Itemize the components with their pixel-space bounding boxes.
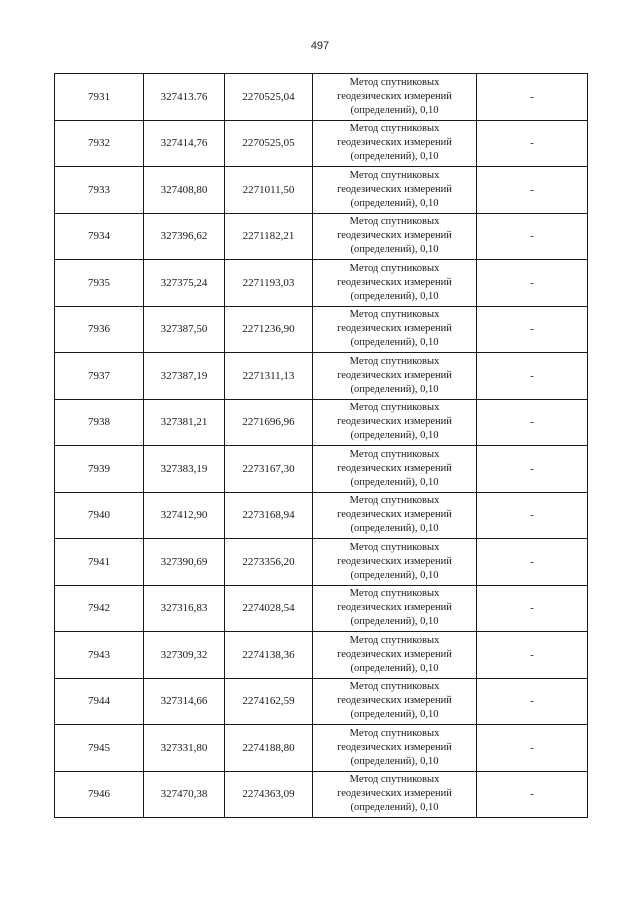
method-line: Метод спутниковых [349,169,440,181]
method-cell [313,167,477,214]
method-line: Метод спутниковых [349,727,440,739]
method-line: (определений), 0,10 [350,244,439,256]
x-coordinate-cell: 327383,19 [144,446,225,493]
note-cell: - [477,306,588,353]
point-number-cell: 7937 [55,353,144,400]
coordinates-table [54,73,588,818]
y-coordinate-cell: 2270525,04 [225,74,313,121]
y-coordinate-cell: 2271193,03 [225,260,313,307]
point-number-cell: 7931 [55,74,144,121]
method-line: Метод спутниковых [349,681,440,693]
point-number-cell: 7936 [55,306,144,353]
y-coordinate-cell: 2274138,36 [225,632,313,679]
method-cell [313,306,477,353]
x-coordinate-cell: 327316,83 [144,585,225,632]
method-cell [313,492,477,539]
x-coordinate-cell: 327387,50 [144,306,225,353]
note-cell: - [477,399,588,446]
note-cell: - [477,74,588,121]
method-cell [313,260,477,307]
y-coordinate-cell: 2274188,80 [225,725,313,772]
method-line: Метод спутниковых [349,355,440,367]
x-coordinate-cell: 327396,62 [144,213,225,260]
method-line: геодезических измерений [337,695,452,707]
method-cell [313,725,477,772]
x-coordinate-cell: 327390,69 [144,539,225,586]
method-line: Метод спутниковых [349,448,440,460]
method-line: Метод спутниковых [349,774,440,786]
method-cell [313,120,477,167]
method-cell [313,446,477,493]
point-number-cell: 7938 [55,399,144,446]
method-line: (определений), 0,10 [350,476,439,488]
point-number-cell: 7943 [55,632,144,679]
method-cell [313,678,477,725]
table-row [55,446,588,493]
y-coordinate-cell: 2270525,05 [225,120,313,167]
method-line: геодезических измерений [337,788,452,800]
note-cell: - [477,492,588,539]
x-coordinate-cell: 327387,19 [144,353,225,400]
table-row [55,399,588,446]
method-line: Метод спутниковых [349,123,440,135]
note-cell: - [477,632,588,679]
page-number: 497 [310,40,330,52]
method-line: геодезических измерений [337,90,452,102]
x-coordinate-cell: 327331,80 [144,725,225,772]
note-cell: - [477,120,588,167]
method-cell [313,399,477,446]
method-line: геодезических измерений [337,509,452,521]
method-line: Метод спутниковых [349,216,440,228]
method-cell [313,771,477,818]
x-coordinate-cell: 327309,32 [144,632,225,679]
table-row [55,74,588,121]
note-cell: - [477,260,588,307]
method-line: (определений), 0,10 [350,197,439,209]
y-coordinate-cell: 2273167,30 [225,446,313,493]
note-cell: - [477,585,588,632]
method-line: (определений), 0,10 [350,151,439,163]
table-row [55,120,588,167]
method-line: Метод спутниковых [349,634,440,646]
method-line: геодезических измерений [337,323,452,335]
method-cell [313,353,477,400]
y-coordinate-cell: 2271182,21 [225,213,313,260]
method-line: (определений), 0,10 [350,290,439,302]
method-line: (определений), 0,10 [350,523,439,535]
note-cell: - [477,213,588,260]
method-line: геодезических измерений [337,462,452,474]
method-line: геодезических измерений [337,416,452,428]
table-row [55,632,588,679]
method-line: Метод спутниковых [349,588,440,600]
y-coordinate-cell: 2273356,20 [225,539,313,586]
method-line: геодезических измерений [337,741,452,753]
table-row [55,167,588,214]
method-line: Метод спутниковых [349,541,440,553]
note-cell: - [477,446,588,493]
x-coordinate-cell: 327314,66 [144,678,225,725]
method-line: Метод спутниковых [349,402,440,414]
table-row [55,213,588,260]
method-line: (определений), 0,10 [350,383,439,395]
y-coordinate-cell: 2271311,13 [225,353,313,400]
point-number-cell: 7932 [55,120,144,167]
note-cell: - [477,539,588,586]
point-number-cell: 7945 [55,725,144,772]
method-line: (определений), 0,10 [350,662,439,674]
table-row [55,585,588,632]
y-coordinate-cell: 2271011,50 [225,167,313,214]
method-line: (определений), 0,10 [350,755,439,767]
x-coordinate-cell: 327470,38 [144,771,225,818]
table-row [55,306,588,353]
method-line: Метод спутниковых [349,495,440,507]
x-coordinate-cell: 327414,76 [144,120,225,167]
note-cell: - [477,725,588,772]
y-coordinate-cell: 2274162,59 [225,678,313,725]
x-coordinate-cell: 327408,80 [144,167,225,214]
table-row [55,539,588,586]
note-cell: - [477,678,588,725]
method-line: Метод спутниковых [349,262,440,274]
point-number-cell: 7939 [55,446,144,493]
table-row [55,260,588,307]
point-number-cell: 7940 [55,492,144,539]
point-number-cell: 7934 [55,213,144,260]
table-row [55,353,588,400]
point-number-cell: 7942 [55,585,144,632]
point-number-cell: 7941 [55,539,144,586]
table-row [55,771,588,818]
note-cell: - [477,771,588,818]
y-coordinate-cell: 2274363,09 [225,771,313,818]
table-row [55,725,588,772]
point-number-cell: 7944 [55,678,144,725]
note-cell: - [477,167,588,214]
method-line: геодезических измерений [337,183,452,195]
method-line: (определений), 0,10 [350,337,439,349]
method-line: (определений), 0,10 [350,430,439,442]
method-line: геодезических измерений [337,602,452,614]
method-cell [313,632,477,679]
method-line: (определений), 0,10 [350,616,439,628]
method-line: (определений), 0,10 [350,802,439,814]
note-cell: - [477,353,588,400]
method-cell [313,213,477,260]
method-line: геодезических измерений [337,369,452,381]
y-coordinate-cell: 2271696,96 [225,399,313,446]
method-cell [313,74,477,121]
method-line: Метод спутниковых [349,309,440,321]
method-cell [313,585,477,632]
method-line: геодезических измерений [337,276,452,288]
method-line: геодезических измерений [337,555,452,567]
table-row [55,678,588,725]
method-line: геодезических измерений [337,137,452,149]
point-number-cell: 7933 [55,167,144,214]
method-line: (определений), 0,10 [350,104,439,116]
x-coordinate-cell: 327381,21 [144,399,225,446]
method-line: геодезических измерений [337,230,452,242]
method-line: геодезических измерений [337,648,452,660]
x-coordinate-cell: 327413.76 [144,74,225,121]
point-number-cell: 7946 [55,771,144,818]
table-row [55,492,588,539]
method-cell [313,539,477,586]
coordinates-table-body [55,74,588,818]
point-number-cell: 7935 [55,260,144,307]
method-line: (определений), 0,10 [350,569,439,581]
y-coordinate-cell: 2271236,90 [225,306,313,353]
y-coordinate-cell: 2273168,94 [225,492,313,539]
x-coordinate-cell: 327412,90 [144,492,225,539]
method-line: Метод спутниковых [349,76,440,88]
x-coordinate-cell: 327375,24 [144,260,225,307]
method-line: (определений), 0,10 [350,709,439,721]
y-coordinate-cell: 2274028,54 [225,585,313,632]
